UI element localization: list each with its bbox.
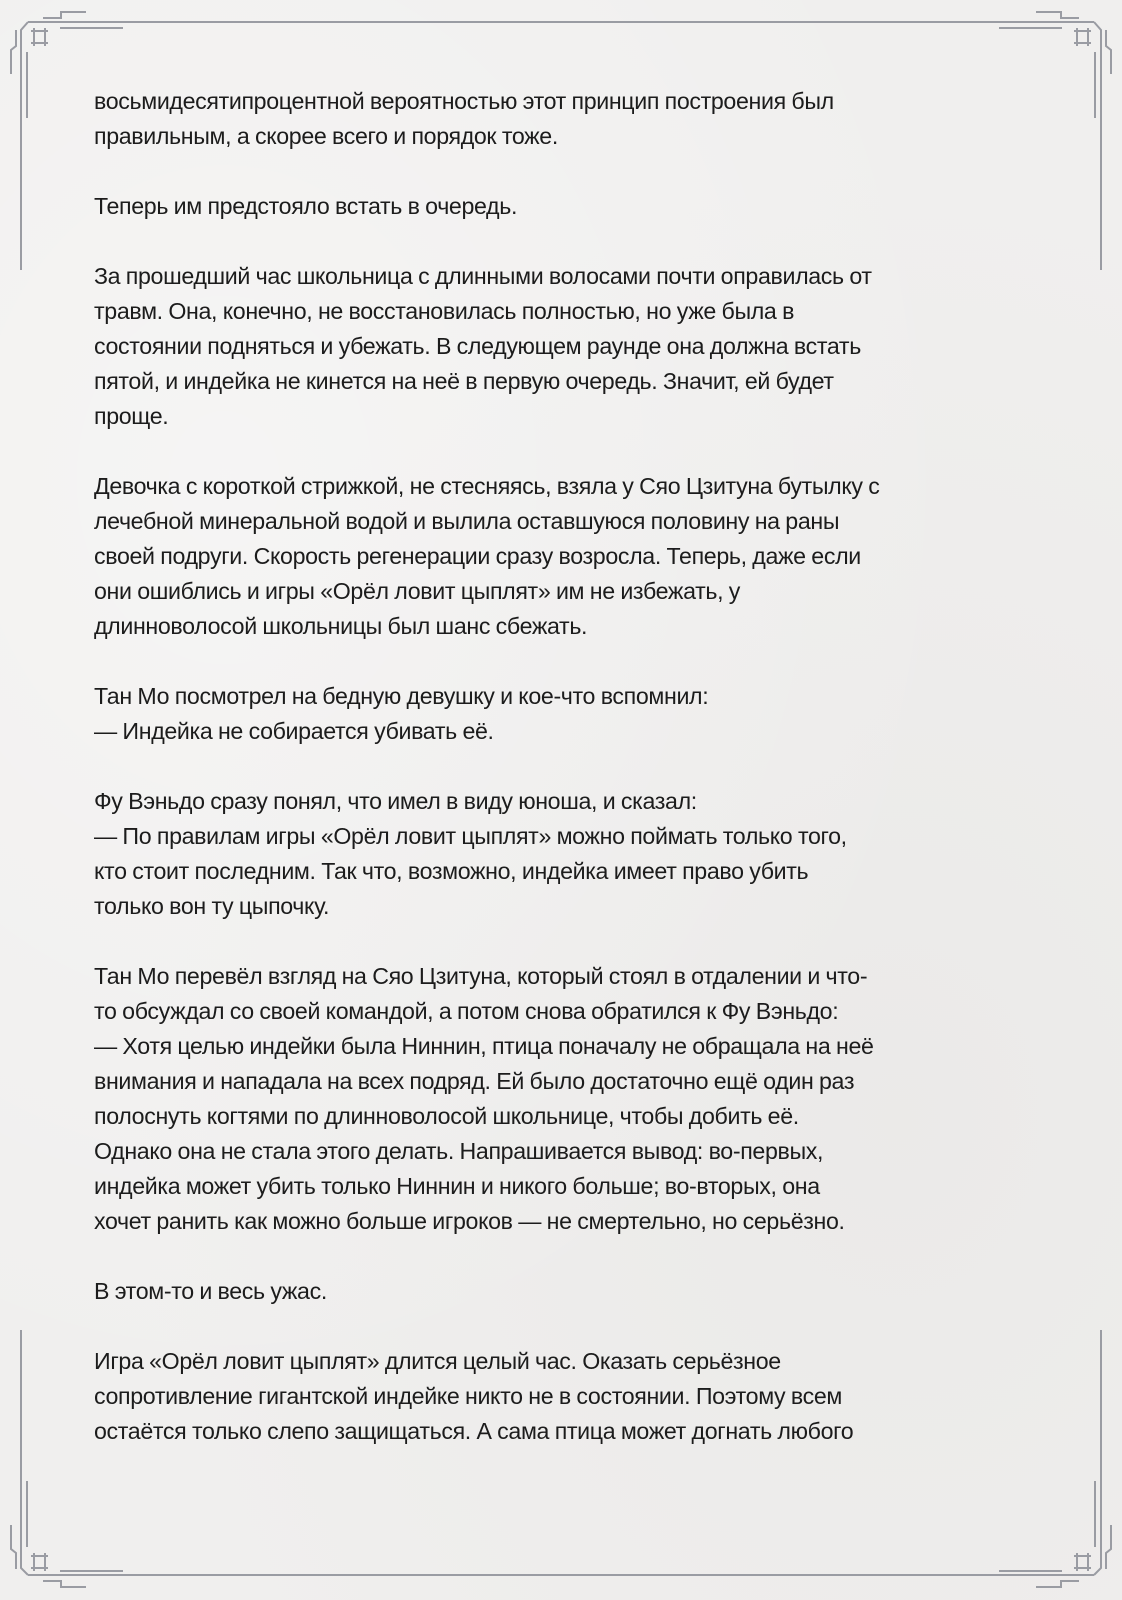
text-line: они ошиблись и игры «Орёл ловит цыплят» им не избежать, у	[94, 578, 741, 604]
text-line: Тан Мо посмотрел на бедную девушку и кое-что вспомнил:	[94, 683, 709, 709]
text-line: хочет ранить как можно больше игроков — не смертельно, но серьёзно.	[94, 1208, 845, 1234]
ornament-bottom-left-step	[43, 1581, 86, 1587]
text-line: лечебной минеральной водой и вылила оставшуюся половину на раны	[94, 508, 840, 534]
text-line: восьмидесятипроцентной вероятностью этот принцип построения был	[94, 88, 834, 114]
text-line: индейка может убить только Ниннин и никого больше; во-вторых, она	[94, 1173, 820, 1199]
text-line: правильным, а скорее всего и порядок тоже.	[94, 123, 558, 149]
ornament-top-right-outer-vertical	[1106, 30, 1111, 74]
text-line: Теперь им предстояло встать в очередь.	[94, 193, 518, 219]
text-line: пятой, и индейка не кинется на неё в первую очередь. Значит, ей будет	[94, 368, 834, 394]
text-line: сопротивление гигантской индейке никто не в состоянии. Поэтому всем	[94, 1383, 842, 1409]
paragraph	[94, 959, 1014, 1239]
ornament-bottom-right-bracket-icon	[1074, 1553, 1091, 1571]
ornament-top-right-bracket-icon	[1074, 28, 1091, 46]
paragraph	[94, 1344, 1014, 1449]
dialogue-line: — По правилам игры «Орёл ловит цыплят» можно поймать только того,	[94, 823, 847, 849]
text-line: то обсуждал со своей командой, а потом снова обратился к Фу Вэньдо:	[94, 998, 839, 1024]
text-line: травм. Она, конечно, не восстановилась полностью, но уже была в	[94, 298, 795, 324]
text-line: кто стоит последним. Так что, возможно, индейка имеет право убить	[94, 858, 809, 884]
text-line: проще.	[94, 403, 169, 429]
text-line: длинноволосой школьницы был шанс сбежать.	[94, 613, 588, 639]
paragraph	[94, 1274, 1014, 1309]
dialogue-line: — Хотя целью индейки была Ниннин, птица поначалу не обращала на неё	[94, 1033, 874, 1059]
text-line: Девочка с короткой стрижкой, не стесняясь, взяла у Сяо Цзитуна бутылку с	[94, 473, 880, 499]
text-line: только вон ту цыпочку.	[94, 893, 330, 919]
text-line: В этом-то и весь ужас.	[94, 1278, 327, 1304]
ornament-bottom-right-outer-vertical	[1106, 1525, 1111, 1569]
paragraph	[94, 469, 1014, 644]
ornament-bottom-right-step	[1036, 1581, 1079, 1587]
paragraph	[94, 189, 1014, 224]
text-line: Игра «Орёл ловит цыплят» длится целый час. Оказать серьёзное	[94, 1348, 781, 1374]
text-line: внимания и нападала на всех подряд. Ей было достаточно ещё один раз	[94, 1068, 855, 1094]
paragraph	[94, 84, 1014, 154]
text-line: полоснуть когтями по длинноволосой школьнице, чтобы добить её.	[94, 1103, 799, 1129]
ornament-top-left-bracket-icon	[31, 28, 48, 46]
ornament-top-right-step	[1036, 12, 1079, 18]
ornament-bottom-left-outer-vertical	[11, 1525, 16, 1569]
dialogue-line: — Индейка не собирается убивать её.	[94, 718, 494, 744]
document-body	[94, 84, 1014, 1484]
paragraph	[94, 679, 1014, 749]
text-line: своей подруги. Скорость регенерации сразу возросла. Теперь, даже если	[94, 543, 861, 569]
text-line: состоянии подняться и убежать. В следующем раунде она должна встать	[94, 333, 861, 359]
paragraph	[94, 784, 1014, 924]
text-line: остаётся только слепо защищаться. А сама птица может догнать любого	[94, 1418, 854, 1444]
paragraph	[94, 259, 1014, 434]
ornament-bottom-left-bracket-icon	[31, 1553, 48, 1571]
ornament-top-left-outer-vertical	[11, 30, 16, 74]
text-line: Тан Мо перевёл взгляд на Сяо Цзитуна, который стоял в отдалении и что-	[94, 963, 868, 989]
text-line: Фу Вэньдо сразу понял, что имел в виду юноша, и сказал:	[94, 788, 697, 814]
ornament-top-left-step	[43, 12, 86, 18]
text-line: За прошедший час школьница с длинными волосами почти оправилась от	[94, 263, 872, 289]
text-line: Однако она не стала этого делать. Напрашивается вывод: во-первых,	[94, 1138, 824, 1164]
